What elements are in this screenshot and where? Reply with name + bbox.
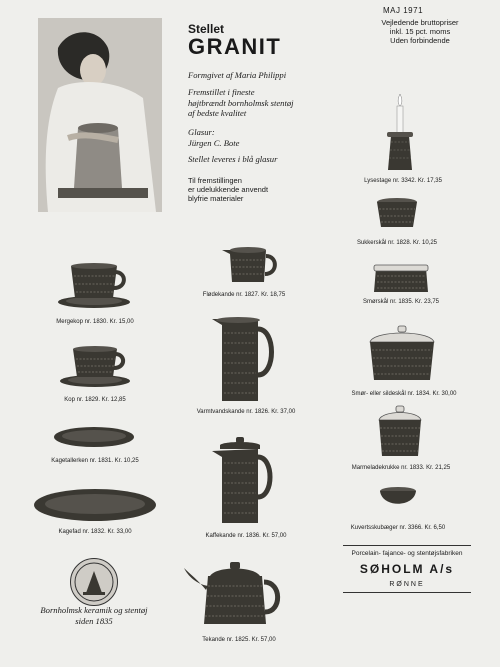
kop-caption: Kop nr. 1829. Kr. 12,85 [64, 397, 126, 403]
materials-line: blyfrie materialer [188, 194, 244, 203]
price-note-line: Uden forbindende [390, 36, 450, 45]
kuvertsk-caption: Kuvertsskubæger nr. 3366. Kr. 6,50 [350, 525, 446, 531]
glaze-name: Jürgen C. Bote [188, 137, 240, 148]
mergekop-image [57, 262, 131, 310]
marmelade-image [374, 404, 426, 460]
factory-line: Porcelain- fajance- og stentøjsfabriken [351, 550, 463, 557]
kageflad-image [32, 486, 158, 524]
seal-line: siden 1835 [75, 615, 113, 626]
product-title: GRANIT [188, 34, 282, 59]
price-note-line: inkl. 15 pct. moms [389, 27, 451, 36]
kop-image [58, 343, 132, 389]
price-note-line: Vejledende bruttopriser [381, 18, 459, 27]
smorskal-caption: Smørskål nr. 1835. Kr. 23,75 [362, 299, 440, 305]
materials-text [188, 176, 268, 203]
made-line: Fremstillet i fineste [188, 87, 255, 97]
lysestage-caption: Lysestage nr. 3342. Kr. 17,35 [364, 178, 442, 184]
potter-photo [38, 18, 162, 212]
seal-text [30, 605, 158, 626]
kagetallerken-caption: Kagetallerken nr. 1831. Kr. 10,25 [51, 458, 139, 464]
made-line: af bedste kvalitet [188, 108, 247, 118]
sildeskal-caption: Smør- eller sildeskål nr. 1834. Kr. 30,00 [351, 391, 457, 397]
varmtvandskande-caption: Varmtvandskande nr. 1826. Kr. 37,00 [196, 409, 296, 415]
glaze-label: Glasur: [188, 127, 215, 137]
designer-text: Formgivet af Maria Philippi [188, 70, 287, 80]
kaffekande-image [210, 435, 278, 527]
marmelade-caption: Marmeladekrukke nr. 1833. Kr. 21,25 [351, 465, 451, 471]
kuvertsk-image [378, 486, 418, 512]
kageflad-caption: Kagefad nr. 1832. Kr. 33,00 [58, 529, 132, 535]
glaze-text [188, 127, 239, 148]
kagetallerken-image [52, 425, 136, 449]
factory-box [343, 545, 471, 593]
varmtvandskande-image [208, 315, 280, 405]
seal-line: Bornholmsk keramik og stentøj [40, 605, 148, 615]
lysestage-image [383, 92, 417, 174]
factory-name: SØHOLM A/s [359, 562, 455, 576]
tekande-image [182, 560, 290, 634]
kaffekande-caption: Kaffekande nr. 1836. Kr. 57,00 [205, 533, 287, 539]
delivery-text: Stellet leveres i blå glasur [188, 154, 278, 164]
materials-line: er udelukkende anvendt [188, 185, 269, 194]
flodekande-image [218, 244, 280, 286]
mergekop-caption: Mergekop nr. 1830. Kr. 15,00 [56, 319, 134, 325]
tekande-caption: Tekande nr. 1825. Kr. 57,00 [202, 637, 276, 643]
sukkerskal-caption: Sukkerskål nr. 1828. Kr. 10,25 [356, 240, 438, 246]
materials-line: Til fremstillingen [188, 176, 242, 185]
soholm-seal [70, 558, 118, 606]
date-label: MAJ 1971 [383, 6, 424, 15]
factory-city: RØNNE [389, 581, 425, 588]
made-text [188, 87, 294, 119]
sukkerskal-image [375, 197, 419, 231]
stellet-label: Stellet [188, 22, 225, 36]
made-line: højtbrændt bornholmsk stentøj [188, 97, 294, 108]
flodekande-caption: Flødekande nr. 1827. Kr. 18,75 [202, 292, 286, 298]
smorskal-image [370, 262, 432, 296]
price-note [372, 18, 468, 45]
sildeskal-image [366, 324, 438, 384]
